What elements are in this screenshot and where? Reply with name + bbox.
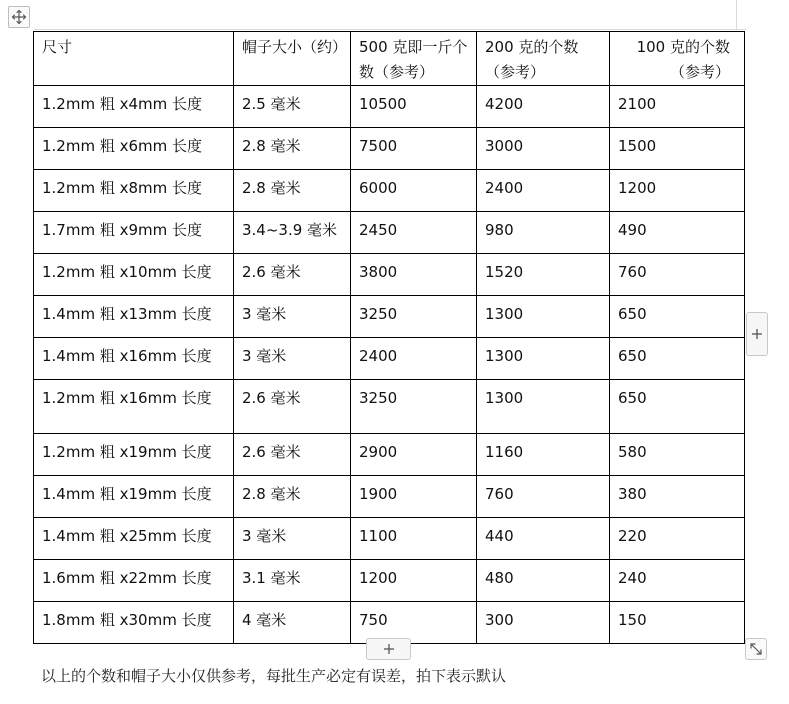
cell-count-100g[interactable]: 1200: [610, 170, 745, 212]
cell-count-100g[interactable]: 220: [610, 518, 745, 560]
cell-cap-size[interactable]: 2.8 毫米: [234, 128, 351, 170]
cell-size[interactable]: 1.2mm 粗 x4mm 长度: [34, 86, 234, 128]
cell-count-100g[interactable]: 2100: [610, 86, 745, 128]
cell-count-500g[interactable]: 7500: [351, 128, 477, 170]
table-row: [34, 560, 745, 602]
header-cell-size[interactable]: 尺寸: [34, 32, 234, 86]
move-icon: [11, 9, 27, 25]
cell-count-200g[interactable]: 480: [477, 560, 610, 602]
cell-cap-size[interactable]: 2.5 毫米: [234, 86, 351, 128]
cell-cap-size[interactable]: 2.8 毫米: [234, 476, 351, 518]
cell-count-100g[interactable]: 650: [610, 380, 745, 434]
cell-count-100g[interactable]: 760: [610, 254, 745, 296]
cell-count-200g[interactable]: 760: [477, 476, 610, 518]
cell-count-500g[interactable]: 2900: [351, 434, 477, 476]
cell-size[interactable]: 1.8mm 粗 x30mm 长度: [34, 602, 234, 644]
cell-count-500g[interactable]: 2400: [351, 338, 477, 380]
header-cell-cap-size[interactable]: 帽子大小（约）: [234, 32, 351, 86]
cell-count-100g[interactable]: 580: [610, 434, 745, 476]
cell-count-500g[interactable]: 1200: [351, 560, 477, 602]
cell-size[interactable]: 1.4mm 粗 x13mm 长度: [34, 296, 234, 338]
cell-count-100g[interactable]: 490: [610, 212, 745, 254]
cell-cap-size[interactable]: 3.4~3.9 毫米: [234, 212, 351, 254]
cell-count-200g[interactable]: 4200: [477, 86, 610, 128]
cell-size[interactable]: 1.2mm 粗 x19mm 长度: [34, 434, 234, 476]
table-header-row: [34, 32, 745, 86]
cell-count-200g[interactable]: 300: [477, 602, 610, 644]
cell-count-200g[interactable]: 440: [477, 518, 610, 560]
cell-count-200g[interactable]: 1300: [477, 338, 610, 380]
cell-cap-size[interactable]: 3 毫米: [234, 518, 351, 560]
header-cell-count-100g[interactable]: 100 克的个数（参考）: [610, 32, 745, 86]
table-resize-handle[interactable]: [745, 638, 767, 660]
cell-count-500g[interactable]: 1100: [351, 518, 477, 560]
table-row: [34, 128, 745, 170]
resize-icon: [748, 641, 764, 657]
cell-cap-size[interactable]: 4 毫米: [234, 602, 351, 644]
table-row: [34, 338, 745, 380]
cell-count-200g[interactable]: 2400: [477, 170, 610, 212]
cell-count-100g[interactable]: 650: [610, 338, 745, 380]
cell-count-100g[interactable]: 240: [610, 560, 745, 602]
cell-size[interactable]: 1.4mm 粗 x16mm 长度: [34, 338, 234, 380]
cell-count-500g[interactable]: 750: [351, 602, 477, 644]
cell-size[interactable]: 1.7mm 粗 x9mm 长度: [34, 212, 234, 254]
cell-count-200g[interactable]: 1300: [477, 380, 610, 434]
cell-count-100g[interactable]: 1500: [610, 128, 745, 170]
cell-count-100g[interactable]: 650: [610, 296, 745, 338]
add-row-button[interactable]: [366, 638, 411, 660]
table-row: [34, 476, 745, 518]
table-row: [34, 518, 745, 560]
table-row: [34, 380, 745, 434]
page-right-border: [736, 0, 737, 29]
cell-cap-size[interactable]: 3 毫米: [234, 296, 351, 338]
table-move-handle[interactable]: [8, 6, 30, 28]
table-row: [34, 254, 745, 296]
cell-count-100g[interactable]: 380: [610, 476, 745, 518]
header-cell-count-500g[interactable]: 500 克即一斤个数（参考）: [351, 32, 477, 86]
cell-size[interactable]: 1.2mm 粗 x6mm 长度: [34, 128, 234, 170]
plus-icon: [383, 643, 395, 655]
cell-count-100g[interactable]: 150: [610, 602, 745, 644]
cell-size[interactable]: 1.4mm 粗 x25mm 长度: [34, 518, 234, 560]
footnote-text: 以上的个数和帽子大小仅供参考，每批生产必定有误差，拍下表示默认: [41, 667, 507, 685]
header-cell-count-200g[interactable]: 200 克的个数（参考）: [477, 32, 610, 86]
cell-size[interactable]: 1.2mm 粗 x10mm 长度: [34, 254, 234, 296]
cell-count-500g[interactable]: 3250: [351, 380, 477, 434]
cell-cap-size[interactable]: 2.8 毫米: [234, 170, 351, 212]
add-column-button[interactable]: [746, 312, 768, 356]
table-row: [34, 296, 745, 338]
table-row: [34, 434, 745, 476]
cell-count-200g[interactable]: 1520: [477, 254, 610, 296]
cell-cap-size[interactable]: 3.1 毫米: [234, 560, 351, 602]
cell-count-500g[interactable]: 2450: [351, 212, 477, 254]
cell-count-200g[interactable]: 980: [477, 212, 610, 254]
cell-count-500g[interactable]: 3800: [351, 254, 477, 296]
table-row: [34, 170, 745, 212]
size-quantity-table: [33, 31, 745, 644]
cell-count-200g[interactable]: 3000: [477, 128, 610, 170]
table-row: [34, 212, 745, 254]
cell-count-500g[interactable]: 3250: [351, 296, 477, 338]
cell-cap-size[interactable]: 2.6 毫米: [234, 254, 351, 296]
table-row: [34, 86, 745, 128]
cell-cap-size[interactable]: 2.6 毫米: [234, 380, 351, 434]
cell-cap-size[interactable]: 3 毫米: [234, 338, 351, 380]
plus-icon: [751, 328, 763, 340]
cell-size[interactable]: 1.2mm 粗 x8mm 长度: [34, 170, 234, 212]
cell-size[interactable]: 1.2mm 粗 x16mm 长度: [34, 380, 234, 434]
cell-size[interactable]: 1.4mm 粗 x19mm 长度: [34, 476, 234, 518]
cell-count-200g[interactable]: 1300: [477, 296, 610, 338]
cell-size[interactable]: 1.6mm 粗 x22mm 长度: [34, 560, 234, 602]
cell-cap-size[interactable]: 2.6 毫米: [234, 434, 351, 476]
cell-count-500g[interactable]: 10500: [351, 86, 477, 128]
page-top-border: [34, 29, 746, 30]
cell-count-500g[interactable]: 1900: [351, 476, 477, 518]
cell-count-500g[interactable]: 6000: [351, 170, 477, 212]
cell-count-200g[interactable]: 1160: [477, 434, 610, 476]
